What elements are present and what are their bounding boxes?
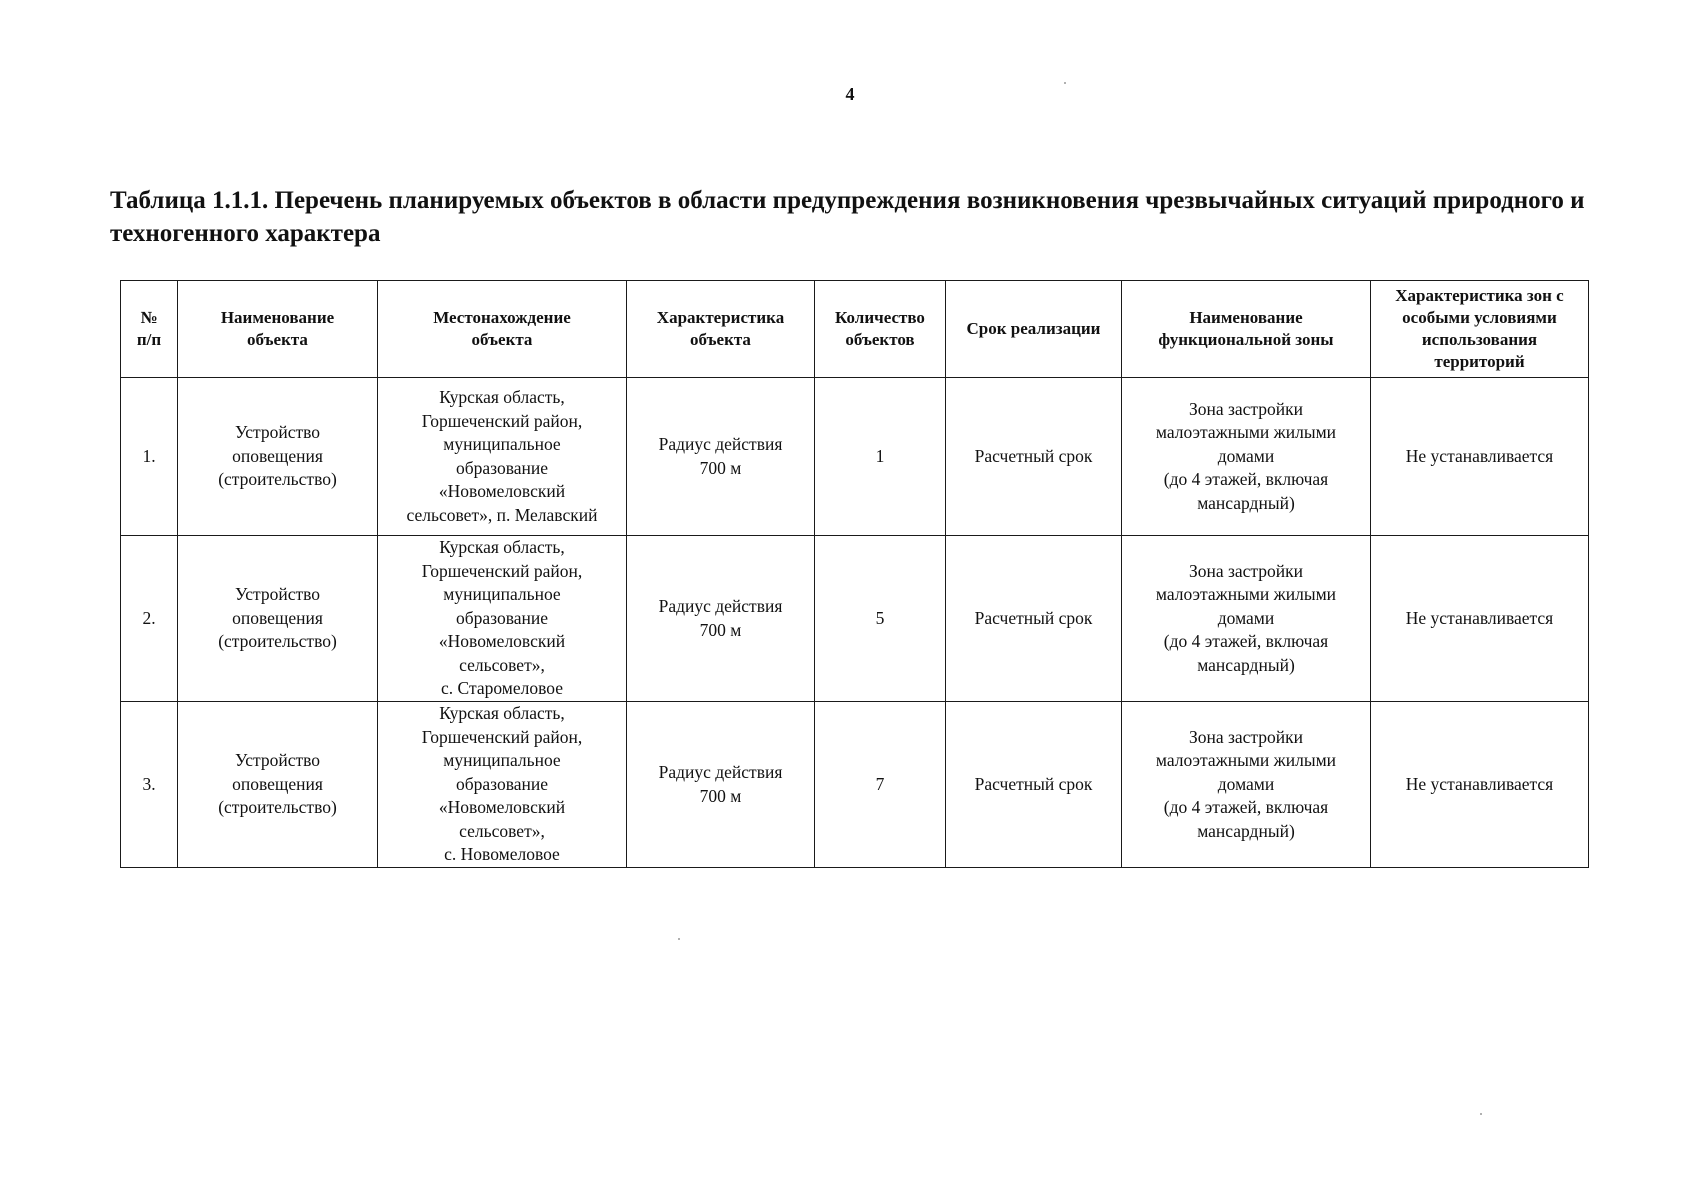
table-row xyxy=(121,536,1589,702)
objects-table-container xyxy=(120,280,1588,868)
cell-functional-zone: Зона застройки малоэтажными жилыми домами (до 4 этажей, включая мансардный) xyxy=(1122,378,1371,536)
header-object-name: Наименование объекта xyxy=(178,281,378,378)
cell-number: 2. xyxy=(121,536,178,702)
table-row xyxy=(121,702,1589,868)
header-characteristic: Характеристика объекта xyxy=(627,281,815,378)
cell-count: 1 xyxy=(815,378,946,536)
cell-term: Расчетный срок xyxy=(946,702,1122,868)
cell-term: Расчетный срок xyxy=(946,378,1122,536)
cell-location: Курская область, Горшеченский район, муниципальное образование «Новомеловский сельсовет», с. Новомеловое xyxy=(378,702,627,868)
cell-count: 7 xyxy=(815,702,946,868)
header-special-zones: Характеристика зон с особыми условиями использования территорий xyxy=(1371,281,1589,378)
cell-object-name: Устройство оповещения (строительство) xyxy=(178,378,378,536)
cell-characteristic: Радиус действия 700 м xyxy=(627,702,815,868)
cell-characteristic: Радиус действия 700 м xyxy=(627,536,815,702)
table-header-row xyxy=(121,281,1589,378)
cell-location: Курская область, Горшеченский район, муниципальное образование «Новомеловский сельсовет», п. Мелавский xyxy=(378,378,627,536)
scan-speck xyxy=(1480,1113,1482,1115)
cell-number: 3. xyxy=(121,702,178,868)
cell-location: Курская область, Горшеченский район, муниципальное образование «Новомеловский сельсовет», с. Старомеловое xyxy=(378,536,627,702)
header-number: № п/п xyxy=(121,281,178,378)
cell-special-zones: Не устанавливается xyxy=(1371,536,1589,702)
planned-objects-table xyxy=(120,280,1589,868)
cell-special-zones: Не устанавливается xyxy=(1371,378,1589,536)
cell-functional-zone: Зона застройки малоэтажными жилыми домами (до 4 этажей, включая мансардный) xyxy=(1122,536,1371,702)
cell-functional-zone: Зона застройки малоэтажными жилыми домами (до 4 этажей, включая мансардный) xyxy=(1122,702,1371,868)
cell-number: 1. xyxy=(121,378,178,536)
table-title: Таблица 1.1.1. Перечень планируемых объектов в области предупреждения возникновения чрезвычайных ситуаций природного и техногенного характера xyxy=(110,187,1585,247)
cell-special-zones: Не устанавливается xyxy=(1371,702,1589,868)
cell-object-name: Устройство оповещения (строительство) xyxy=(178,702,378,868)
cell-characteristic: Радиус действия 700 м xyxy=(627,378,815,536)
header-functional-zone: Наименование функциональной зоны xyxy=(1122,281,1371,378)
header-count: Количество объектов xyxy=(815,281,946,378)
scan-speck xyxy=(678,938,680,940)
scan-speck xyxy=(1064,82,1066,84)
page-number: 4 xyxy=(845,84,855,104)
header-location: Местонахождение объекта xyxy=(378,281,627,378)
table-row xyxy=(121,378,1589,536)
cell-term: Расчетный срок xyxy=(946,536,1122,702)
header-term: Срок реализации xyxy=(946,281,1122,378)
cell-count: 5 xyxy=(815,536,946,702)
cell-object-name: Устройство оповещения (строительство) xyxy=(178,536,378,702)
